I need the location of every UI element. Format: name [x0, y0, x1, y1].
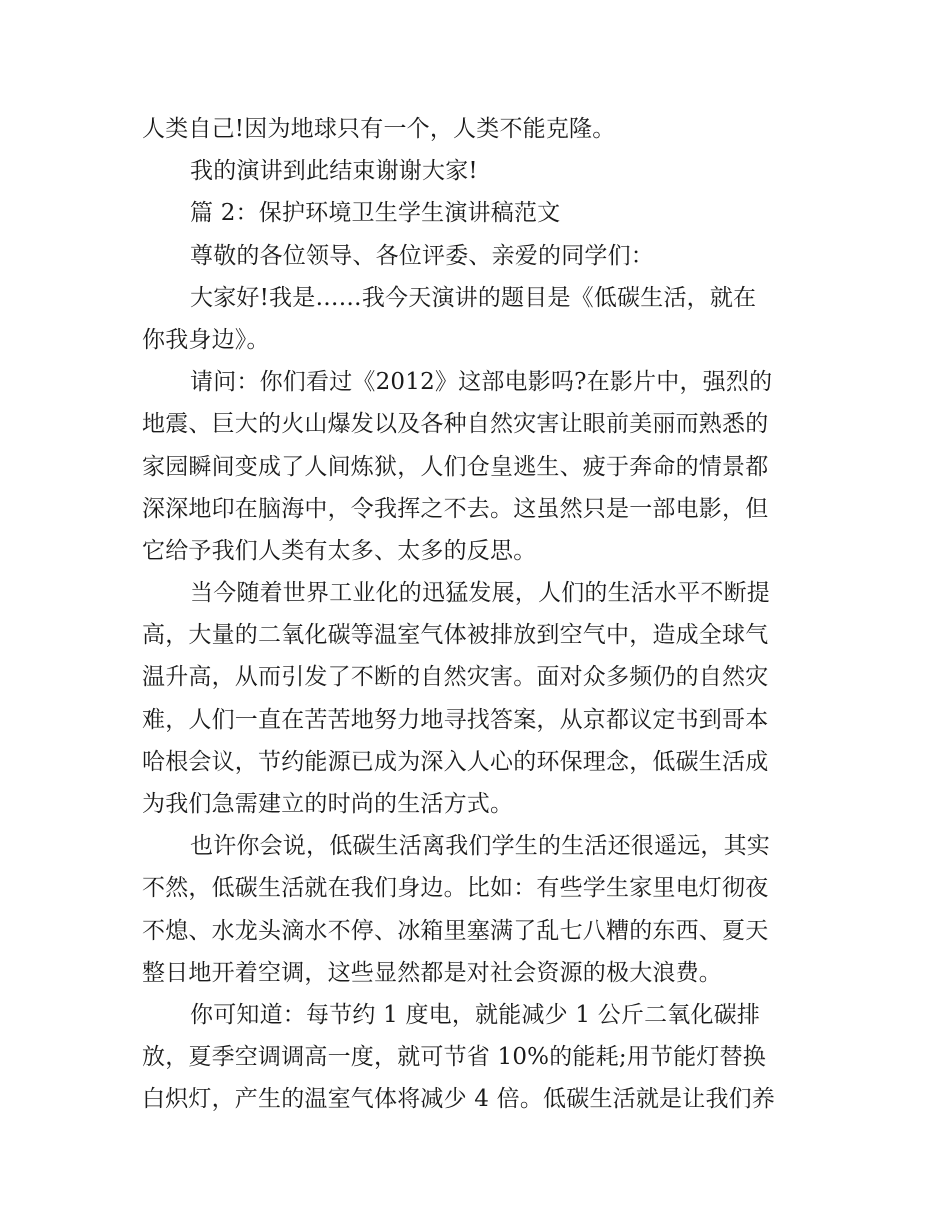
text-line: 我的演讲到此结束谢谢大家!: [190, 158, 478, 185]
text-line: 不然，低碳生活就在我们身边。比如：有些学生家里电灯彻夜: [142, 875, 769, 902]
document-body: [142, 108, 812, 1121]
text-line: 家园瞬间变成了人间炼狱，人们仓皇逃生、疲于奔命的情景都: [142, 453, 769, 480]
text-line: 不熄、水龙头滴水不停、冰箱里塞满了乱七八糟的东西、夏天: [142, 917, 769, 944]
text-line: 请问：你们看过《2012》这部电影吗?在影片中，强烈的: [190, 369, 773, 396]
text-line: 它给予我们人类有太多、太多的反思。: [142, 537, 537, 564]
text-line: 放，夏季空调调高一度，就可节省 10%的能耗;用节能灯替换: [142, 1044, 766, 1071]
section-heading: 篇 2：保护环境卫生学生演讲稿范文: [190, 200, 561, 227]
text-line: 尊敬的各位领导、各位评委、亲爱的同学们：: [190, 242, 654, 269]
text-line: 难，人们一直在苦苦地努力地寻找答案，从京都议定书到哥本: [142, 706, 769, 733]
text-line: 你可知道：每节约 1 度电，就能减少 1 公斤二氧化碳排: [190, 1001, 761, 1028]
text-line: 为我们急需建立的时尚的生活方式。: [142, 791, 514, 817]
text-line: 你我身边》。: [142, 326, 270, 353]
text-line: 人类自己!因为地球只有一个，人类不能克隆。: [142, 116, 616, 142]
text-line: 白炽灯，产生的温室气体将减少 4 倍。低碳生活就是让我们养: [142, 1086, 776, 1113]
text-line: 当今随着世界工业化的迅猛发展，人们的生活水平不断提: [190, 580, 770, 607]
text-line: 也许你会说，低碳生活离我们学生的生活还很遥远，其实: [190, 833, 770, 860]
text-line: 大家好!我是……我今天演讲的题目是《低碳生活，就在: [190, 284, 757, 311]
text-line: 温升高，从而引发了不断的自然灾害。面对众多频仍的自然灾: [142, 664, 769, 691]
text-line: 地震、巨大的火山爆发以及各种自然灾害让眼前美丽而熟悉的: [142, 411, 769, 438]
text-line: 哈根会议，节约能源已成为深入人心的环保理念，低碳生活成: [142, 748, 769, 775]
text-line: 深深地印在脑海中，令我挥之不去。这虽然只是一部电影，但: [142, 495, 769, 522]
text-line: 高，大量的二氧化碳等温室气体被排放到空气中，造成全球气: [142, 622, 769, 649]
text-line: 整日地开着空调，这些显然都是对社会资源的极大浪费。: [142, 959, 722, 986]
